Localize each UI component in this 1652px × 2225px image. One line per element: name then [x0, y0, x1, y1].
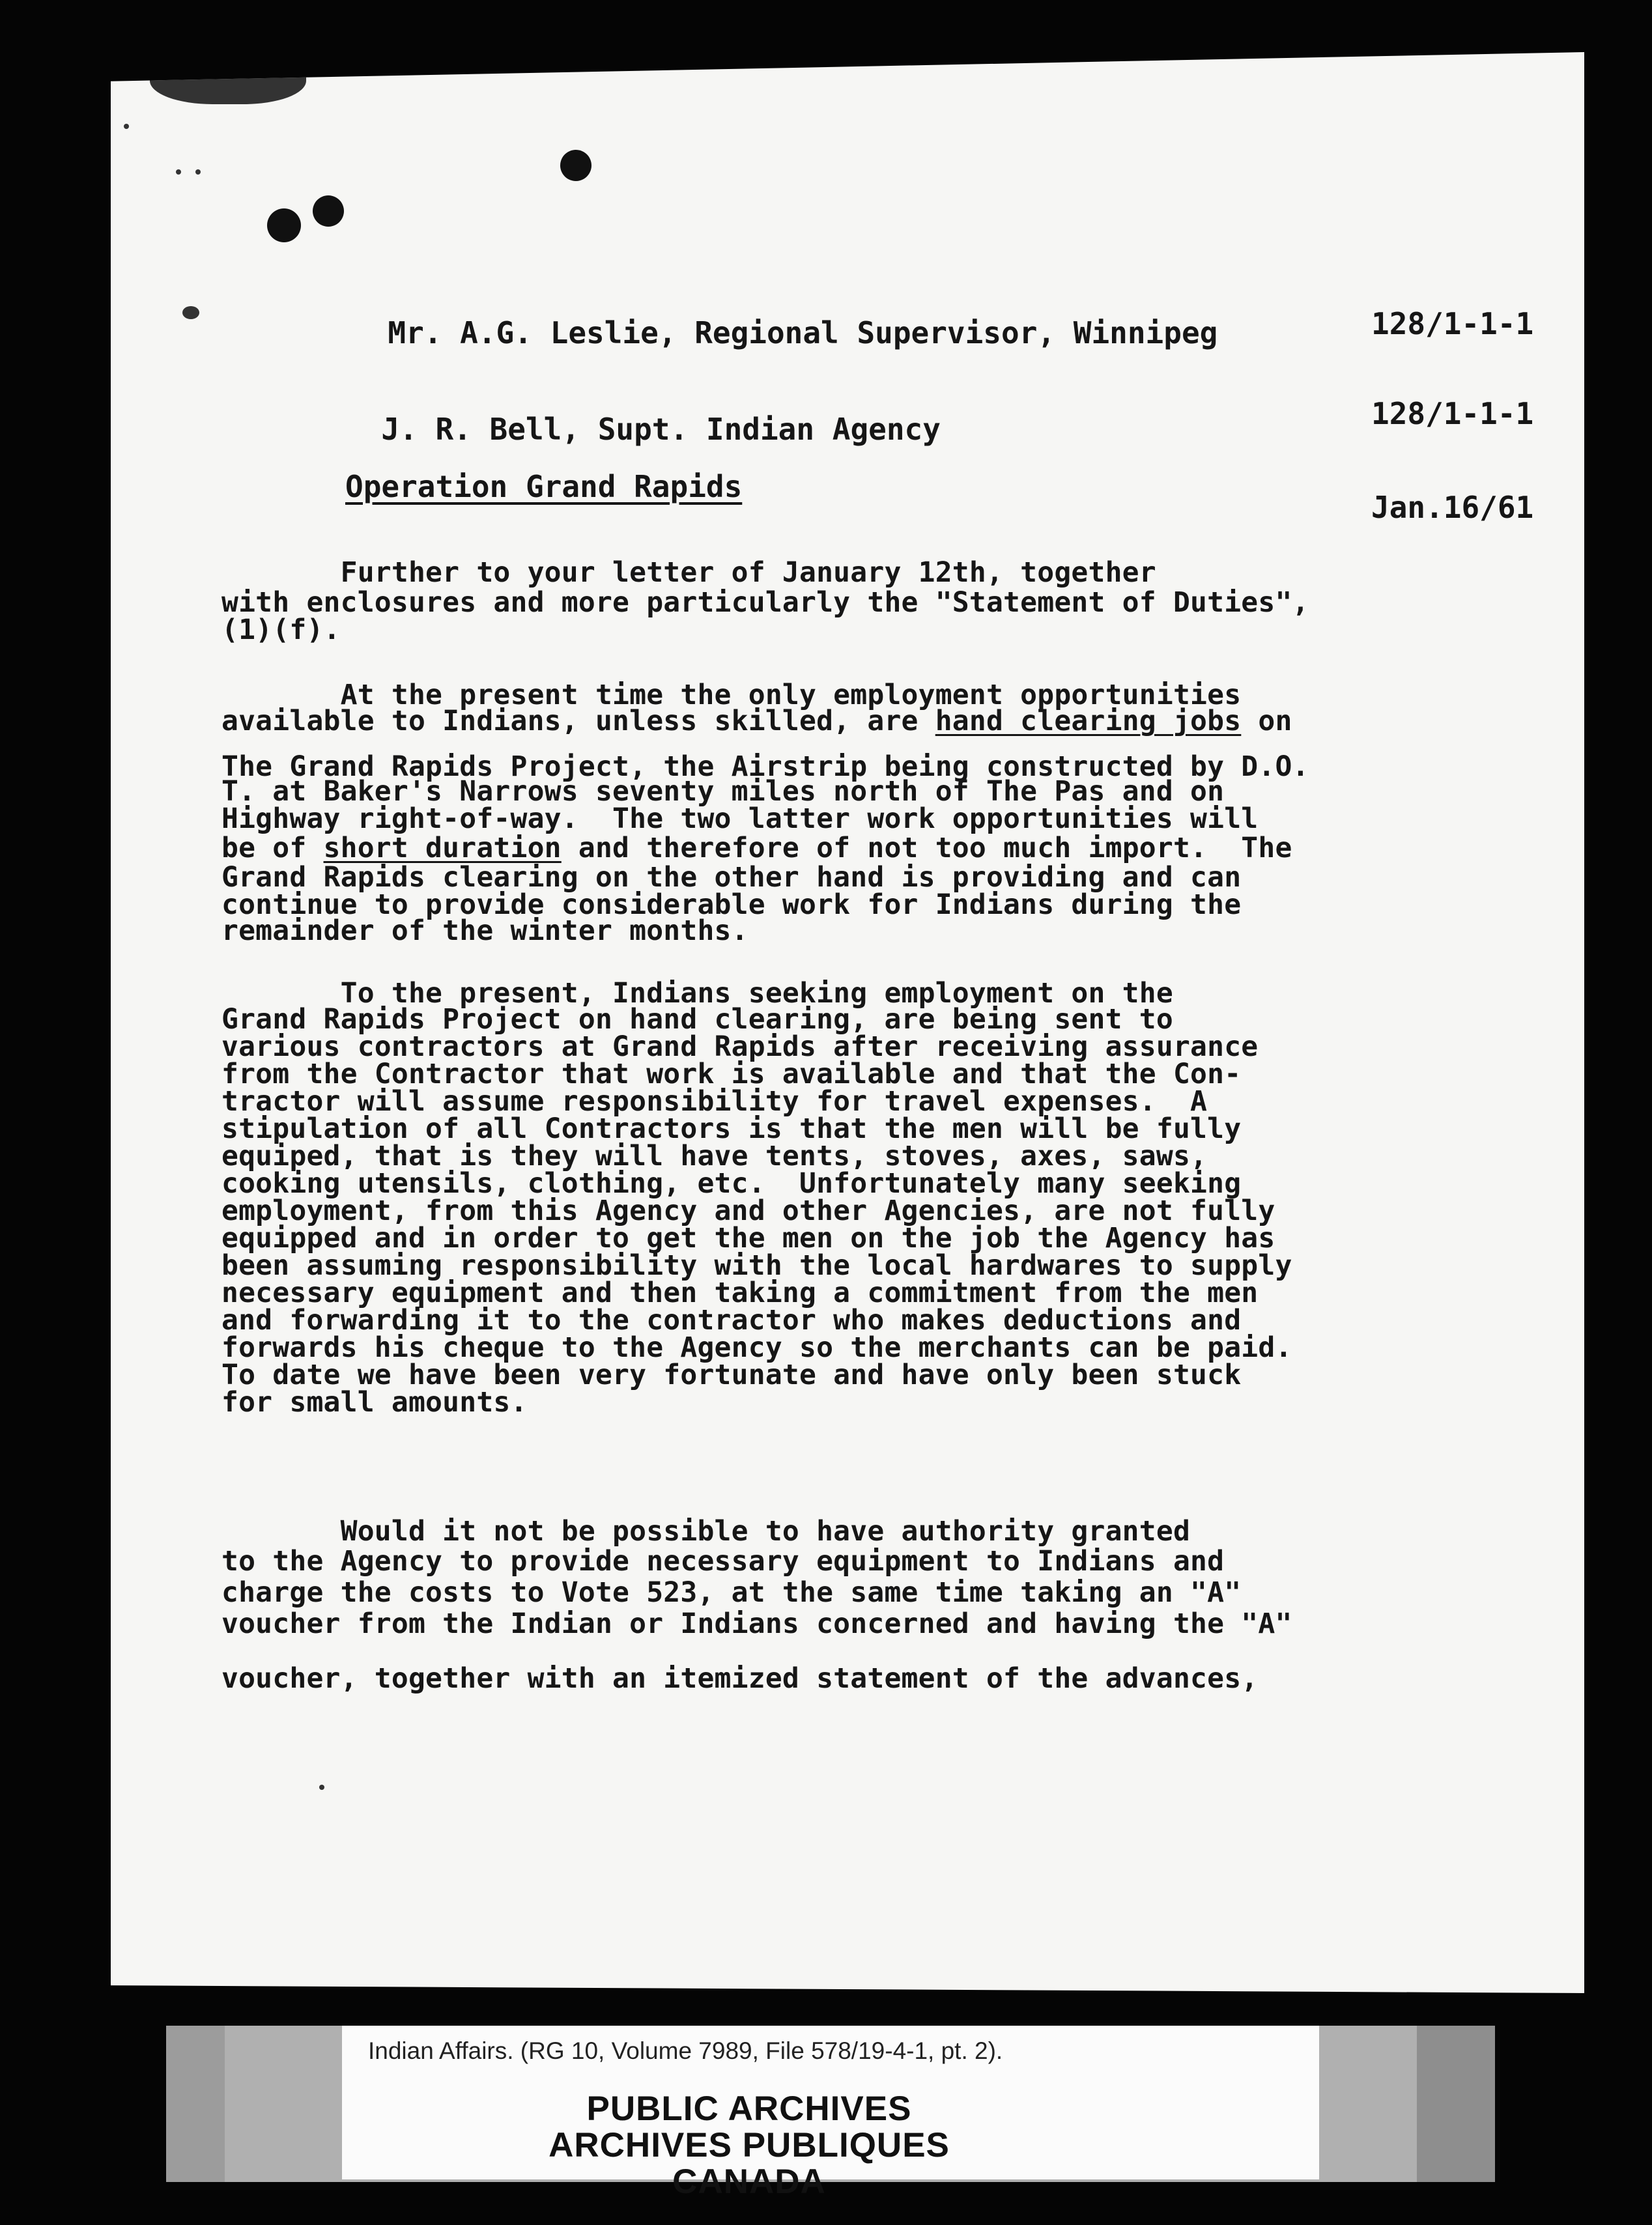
speck — [182, 306, 199, 319]
p3-line: To the present, Indians seeking employment on the — [221, 977, 1173, 1010]
underlined-phrase: hand clearing jobs — [935, 705, 1242, 737]
ink-blot — [150, 46, 306, 104]
underlined-phrase: short duration — [323, 832, 562, 864]
p2-text: on — [1241, 705, 1292, 737]
subject-line: Operation Grand Rapids — [345, 469, 743, 504]
archive-stamp-line: CANADA — [672, 2162, 826, 2201]
p3-line: cooking utensils, clothing, etc. Unfortunately many seeking — [221, 1167, 1242, 1200]
p2-line: remainder of the winter months. — [221, 914, 748, 947]
punch-hole — [560, 150, 591, 181]
p3-line: and forwarding it to the contractor who makes deductions and — [221, 1304, 1242, 1337]
p3-line: employment, from this Agency and other Agencies, are not fully — [221, 1195, 1275, 1227]
p2-text: and therefore of not too much import. The — [561, 832, 1292, 864]
recipient-file-number: 128/1-1-1 — [1371, 306, 1534, 341]
p2-text: available to Indians, unless skilled, are — [221, 705, 935, 737]
p2-text: be of — [221, 832, 324, 864]
p2-line: At the present time the only employment opportunities — [221, 679, 1242, 711]
p3-line: tractor will assume responsibility for travel expenses. A — [221, 1085, 1208, 1118]
archive-stamp-line: ARCHIVES PUBLIQUES — [548, 2126, 950, 2164]
mount-edge-right — [1417, 2026, 1495, 2182]
p2-line: The Grand Rapids Project, the Airstrip being constructed by D.O. — [221, 750, 1309, 783]
sender: J. R. Bell, Supt. Indian Agency — [381, 412, 941, 447]
p4-line: charge the costs to Vote 523, at the same time taking an "A" — [221, 1576, 1242, 1609]
archive-label — [342, 2026, 1319, 2201]
p1-line: Further to your letter of January 12th, together — [221, 556, 1156, 589]
p3-line: forwards his cheque to the Agency so the merchants can be paid. — [221, 1331, 1292, 1364]
p4-line: to the Agency to provide necessary equipment to Indians and — [221, 1545, 1225, 1578]
mount-edge-left — [166, 2026, 225, 2182]
p2-line — [221, 705, 1292, 737]
p2-line: T. at Baker's Narrows seventy miles north of The Pas and on — [221, 775, 1225, 808]
p2-line — [221, 832, 1292, 864]
p3-line: Grand Rapids Project on hand clearing, are being sent to — [221, 1003, 1173, 1036]
p3-line: stipulation of all Contractors is that the men will be fully — [221, 1112, 1242, 1145]
p3-line: equipped and in order to get the men on the job the Agency has — [221, 1222, 1275, 1254]
p3-line: various contractors at Grand Rapids after receiving assurance — [221, 1030, 1259, 1063]
speck — [124, 124, 129, 129]
letter-date: Jan.16/61 — [1371, 490, 1534, 525]
sender-line — [345, 376, 941, 447]
speck — [319, 1785, 324, 1790]
p2-line: Grand Rapids clearing on the other hand is providing and can — [221, 861, 1242, 894]
p4-line: Would it not be possible to have authority granted — [221, 1515, 1191, 1548]
p3-line: equiped, that is they will have tents, stoves, axes, saws, — [221, 1140, 1208, 1172]
p3-line: been assuming responsibility with the local hardwares to supply — [221, 1249, 1292, 1282]
p3-line: for small amounts. — [221, 1386, 528, 1419]
recipient: Mr. A.G. Leslie, Regional Supervisor, Winnipeg — [388, 315, 1218, 350]
punch-hole — [267, 208, 301, 242]
archive-stamp-line: PUBLIC ARCHIVES — [586, 2090, 912, 2128]
p4-line: voucher, together with an itemized statement of the advances, — [221, 1662, 1259, 1695]
speck — [195, 169, 201, 175]
archive-stamp — [342, 2091, 1156, 2200]
sender-file-number: 128/1-1-1 — [1371, 396, 1534, 431]
punch-hole — [313, 195, 344, 227]
p3-line: necessary equipment and then taking a commitment from the men — [221, 1277, 1259, 1309]
p4-line: voucher from the Indian or Indians concerned and having the "A" — [221, 1608, 1292, 1640]
p3-line: To date we have been very fortunate and have only been stuck — [221, 1359, 1242, 1391]
recipient-line — [352, 280, 1218, 350]
p1-line: (1)(f). — [221, 614, 341, 646]
p2-line: continue to provide considerable work for Indians during the — [221, 888, 1242, 921]
p2-line: Highway right-of-way. The two latter work opportunities will — [221, 802, 1259, 835]
p1-line: with enclosures and more particularly the "Statement of Duties", — [221, 586, 1309, 619]
archive-citation: Indian Affairs. (RG 10, Volume 7989, File 578/19-4-1, pt. 2). — [368, 2037, 1003, 2064]
speck — [176, 169, 181, 175]
p3-line: from the Contractor that work is available and that the Con- — [221, 1058, 1242, 1090]
